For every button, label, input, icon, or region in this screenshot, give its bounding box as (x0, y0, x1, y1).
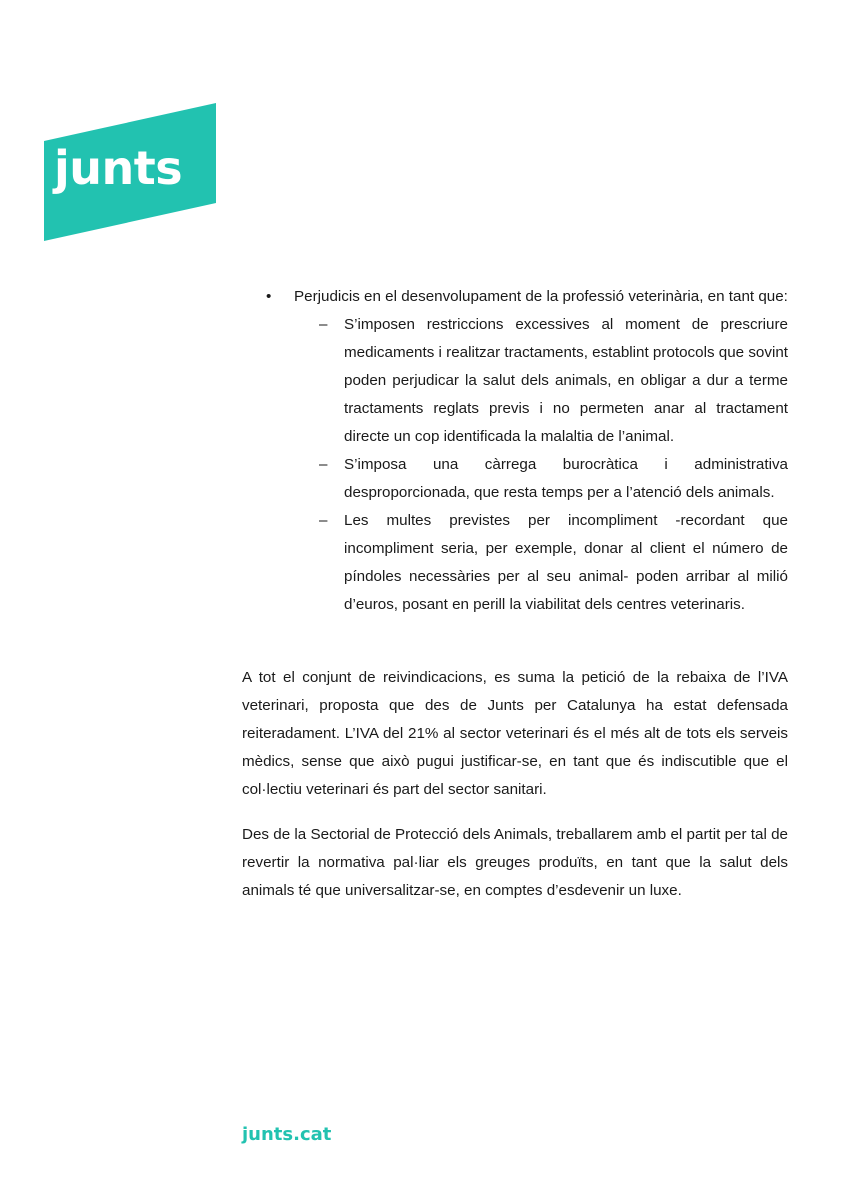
list-item-text: Les multes previstes per incompliment -recordant que incompliment seria, per exemple, donar al client el número de píndoles necessàries per al seu animal- poden arribar al milió d’euros, posant en perill la viabilitat dels centres veterinaris. (344, 512, 788, 613)
dash-list (294, 311, 788, 619)
bullet-marker: • (266, 288, 272, 305)
paragraph-sectorial: Des de la Sectorial de Protecció dels Animals, treballarem amb el partit per tal de revertir la normativa pal·liar els greuges produïts, en tant que la salut dels animals té que universalitzar-se, en comptes d’esdevenir un luxe. (242, 826, 788, 899)
document-body (242, 283, 788, 905)
dash-marker: – (319, 316, 328, 333)
dash-marker: – (319, 512, 328, 529)
list-item (294, 311, 788, 451)
bullet-intro: Perjudicis en el desenvolupament de la professió veterinària, en tant que: (294, 288, 788, 305)
list-item (294, 451, 788, 507)
footer-link[interactable]: junts.cat (242, 1124, 332, 1145)
bullet-item (242, 283, 788, 619)
junts-logo (44, 103, 218, 243)
paragraph-iva: A tot el conjunt de reivindicacions, es suma la petició de la rebaixa de l’IVA veterinari, proposta que des de Junts per Catalunya ha estat defensada reiteradament. L’IVA del 21% al sector veterinari és el més alt de tots els serveis mèdics, sense que això pugui justificar-se, en tant que és indiscutible que el col·lectiu veterinari és part del sector sanitari. (242, 669, 788, 798)
list-item-text: S’imposen restriccions excessives al moment de prescriure medicaments i realitzar tractaments, establint protocols que sovint poden perjudicar la salut dels animals, en obligar a dur a terme tractaments reglats previs i no permeten anar al tractament directe un cop identificada la malaltia de l’animal. (344, 316, 789, 445)
dash-marker: – (319, 456, 328, 473)
list-item (294, 507, 788, 619)
logo-text: junts (54, 141, 183, 195)
list-item-text: S’imposa una càrrega burocràtica i administrativa desproporcionada, que resta temps per a l’atenció dels animals. (344, 456, 788, 501)
